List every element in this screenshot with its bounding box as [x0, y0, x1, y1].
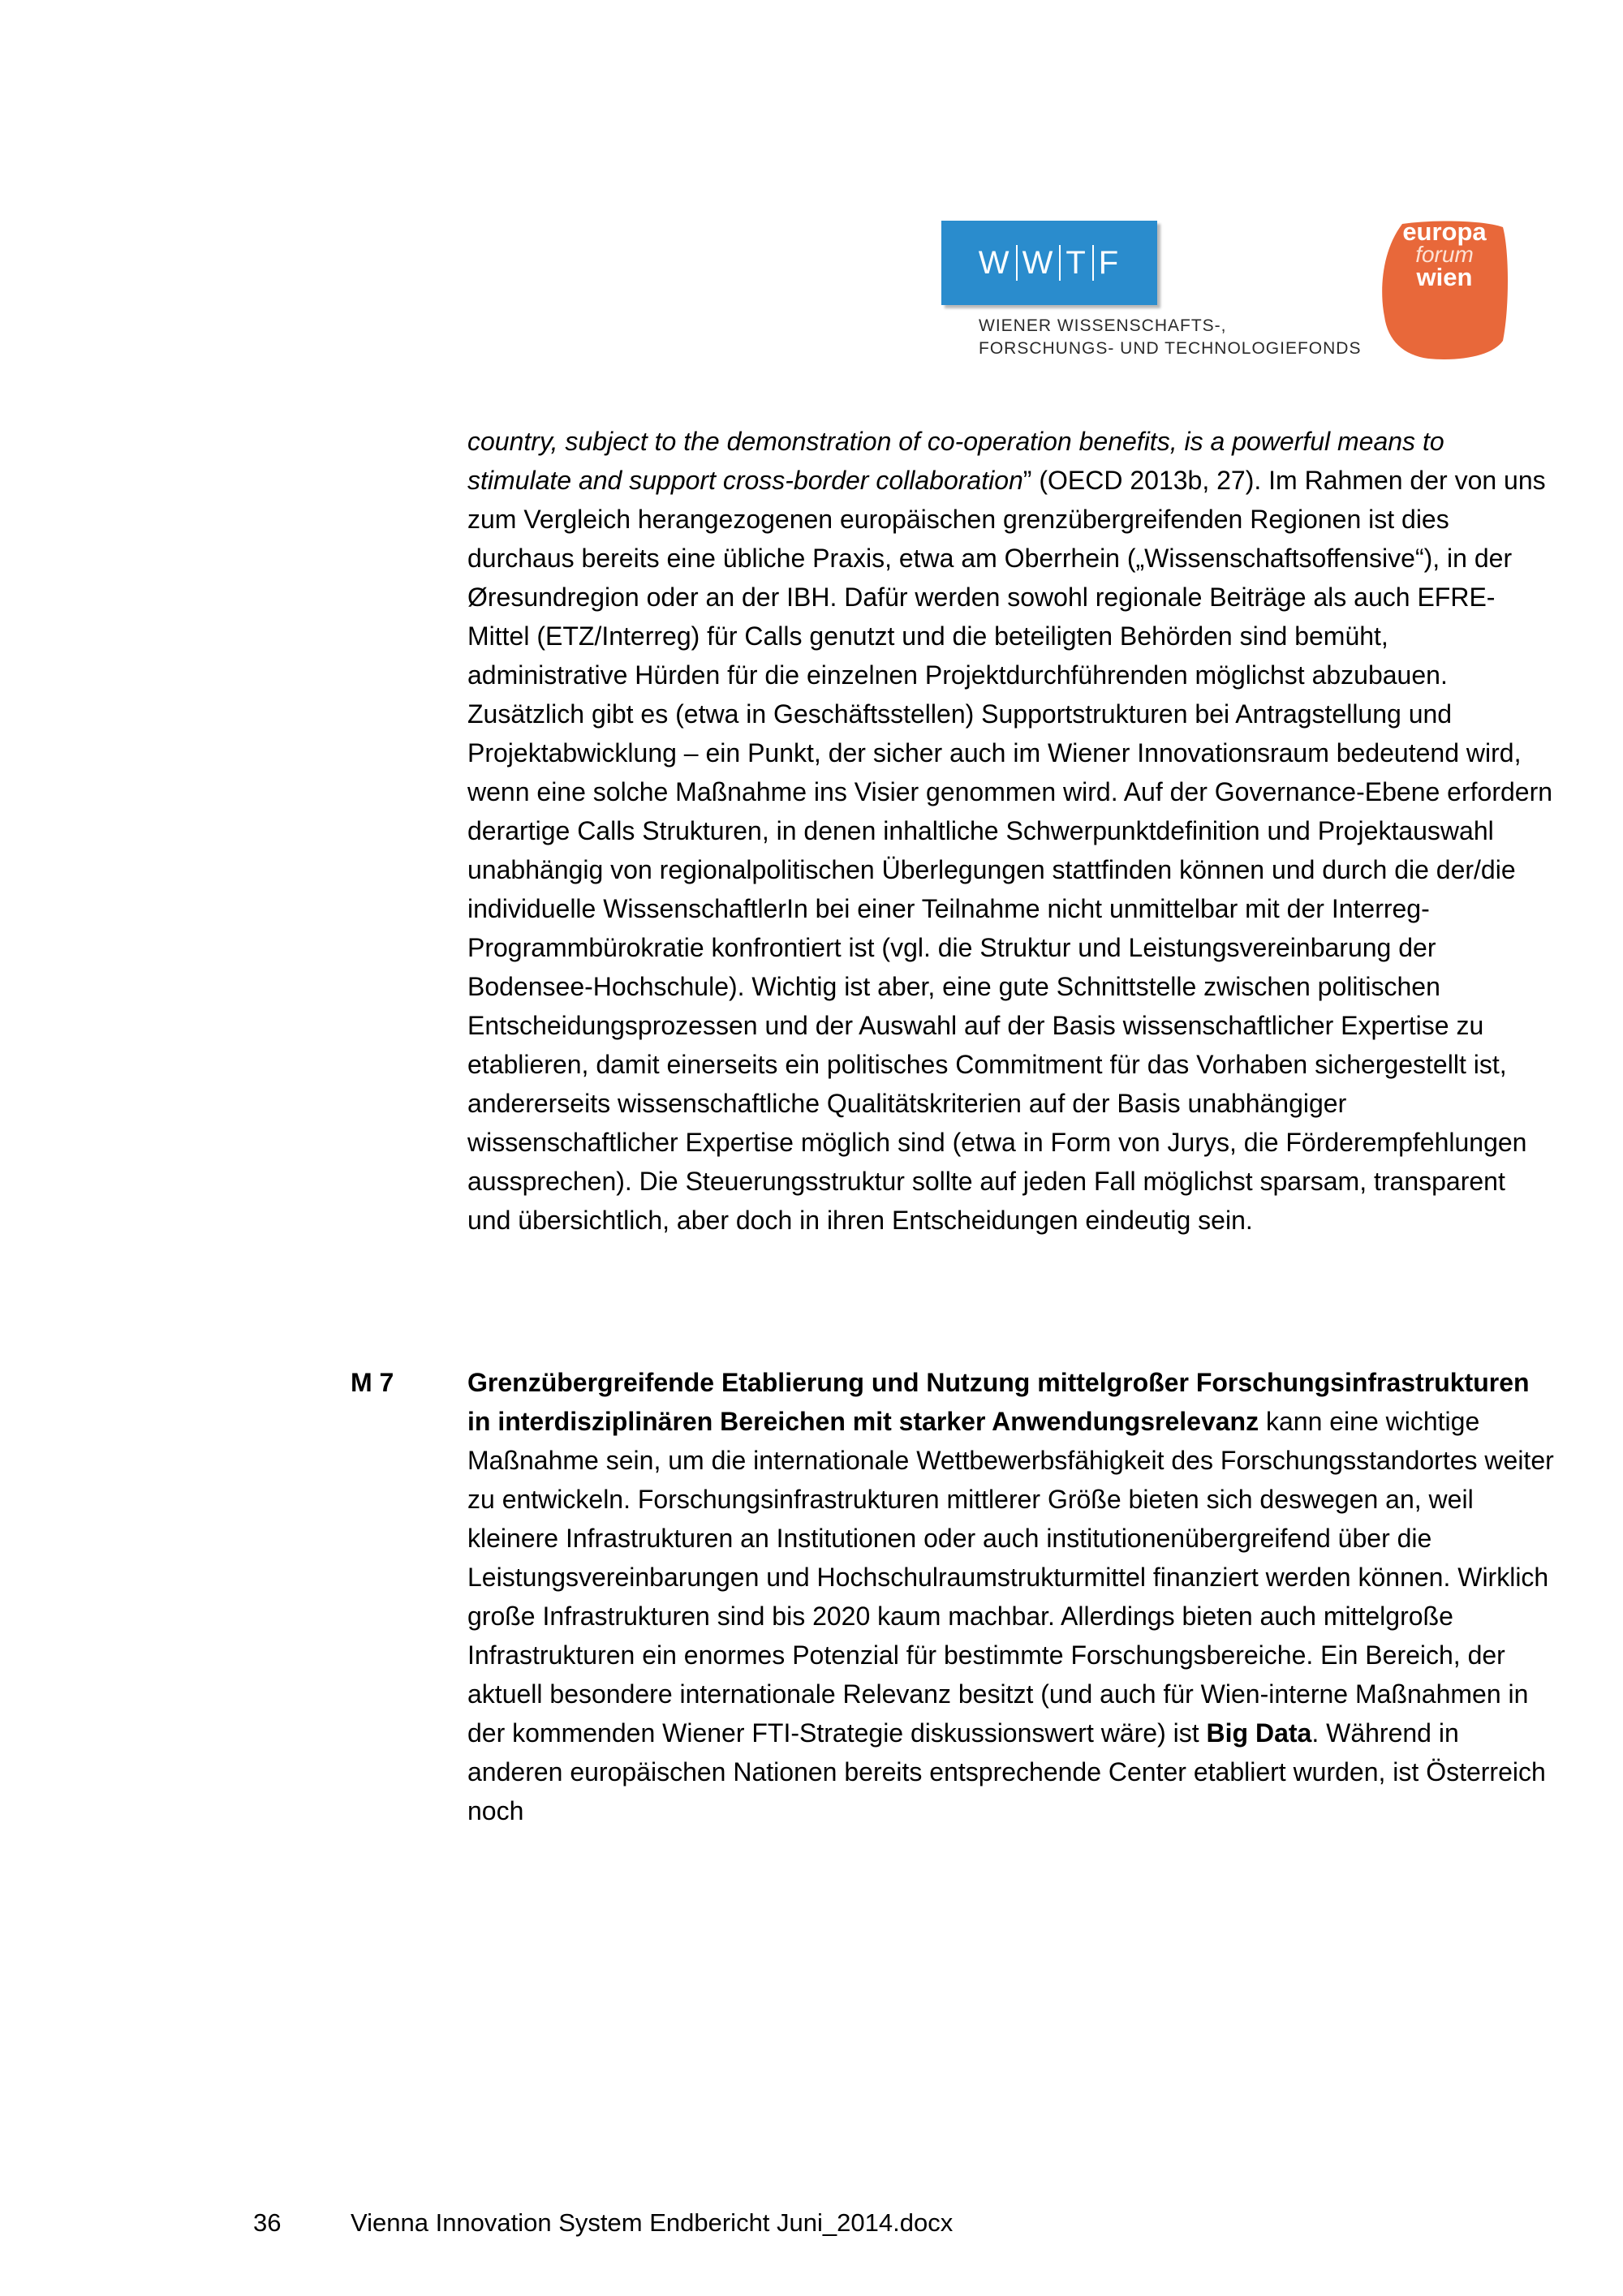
paragraph-text: kann eine wichtige Maßnahme sein, um die internationale Wettbewerbsfähigkeit des Forschungsstandortes weiter zu entwickeln. Forschungsinfrastrukturen mittlerer Größe bieten sich deswegen an, weil kleinere Infrastrukturen an Institutionen oder auch institutionenübergreifend über die Leistungsvereinbarungen und Hochschulraumstrukturmittel finanziert werden können. Wirklich große Infrastrukturen sind bis 2020 kaum machbar. Allerdings bieten auch mittelgroße Infrastrukturen ein enormes Potenzial für bestimmte Forschungsbereiche. Ein Bereich, der aktuell besondere internationale Relevanz besitzt (und auch für Wien-interne Maßnahmen in der kommenden Wiener FTI-Strategie diskussionswert wäre) ist	[467, 1407, 1554, 1748]
wwtf-logo-divider	[1059, 245, 1061, 281]
wwtf-logo-divider	[1016, 245, 1018, 281]
wwtf-subtitle-line: FORSCHUNGS- UND TECHNOLOGIEFONDS	[979, 339, 1362, 358]
paragraph-text: . Während in anderen europäischen Nationen bereits entsprechende Center etabliert wurden, ist Österreich noch	[467, 1718, 1546, 1825]
wwtf-logo-divider	[1092, 245, 1094, 281]
wwtf-logo	[941, 221, 1157, 305]
page-header	[0, 0, 1623, 373]
wwtf-logo-letter: T	[1065, 244, 1087, 281]
wwtf-logo-letter: W	[1022, 244, 1055, 281]
wwtf-logo-subtitle	[979, 315, 1361, 360]
logo-text-europa: europa	[1402, 217, 1487, 246]
wwtf-logo-letter: W	[978, 244, 1011, 281]
paragraph-text: ” (OECD 2013b, 27). Im Rahmen der von uns zum Vergleich herangezogenen europäischen grenzübergreifenden Regionen ist dies durchaus bereits eine übliche Praxis, etwa am Oberrhein („Wissenschaftsoffensive“), in der Øresundregion oder an der IBH. Dafür werden sowohl regionale Beiträge als auch EFRE-Mittel (ETZ/Interreg) für Calls genutzt und die beteiligten Behörden sind bemüht, administrative Hürden für die einzelnen Projektdurchführenden möglichst abzubauen. Zusätzlich gibt es (etwa in Geschäftsstellen) Supportstrukturen bei Antragstellung und Projektabwicklung – ein Punkt, der sicher auch im Wiener Innovationsraum bedeutend wird, wenn eine solche Maßnahme ins Visier genommen wird. Auf der Governance-Ebene erfordern derartige Calls Strukturen, in denen inhaltliche Schwerpunktdefinition und Projektauswahl unabhängig von regionalpolitischen Überlegungen stattfinden können und durch die der/die individuelle WissenschaftlerIn bei einer Teilnahme nicht unmittelbar mit der Interreg-Programmbürokratie konfrontiert ist (vgl. die Struktur und Leistungsvereinbarung der Bodensee-Hochschule). Wichtig ist aber, eine gute Schnittstelle zwischen politischen Entscheidungsprozessen und der Auswahl auf der Basis wissenschaftlicher Expertise zu etablieren, damit einerseits ein politisches Commitment für das Vorhaben sichergestellt ist, andererseits wissenschaftliche Qualitätskriterien auf der Basis unabhängiger wissenschaftlicher Expertise möglich sind (etwa in Form von Jurys, die Förderempfehlungen aussprechen). Die Steuerungsstruktur sollte auf jeden Fall möglichst sparsam, transparent und übersichtlich, aber doch in ihren Entscheidungen eindeutig sein.	[467, 466, 1553, 1235]
logo-text-wien: wien	[1416, 263, 1473, 291]
logo-text-forum: forum	[1415, 242, 1474, 267]
document-name: Vienna Innovation System Endbericht Juni_2014.docx	[351, 2208, 954, 2237]
wwtf-logo-letter: F	[1098, 244, 1121, 281]
page-number: 36	[253, 2208, 282, 2237]
oecd-quote-text: country, subject to the demonstration of co-operation benefits, is a powerful means to stimulate and support cross-border collaboration	[467, 427, 1444, 495]
bold-term-big-data: Big Data	[1206, 1718, 1312, 1748]
europa-forum-wien-logo-text	[1380, 217, 1509, 291]
measure-title: Grenzübergreifende Etablierung und Nutzung mittelgroßer Forschungsinfrastrukturen in interdisziplinären Bereichen mit starker Anwendungsrelevanz	[467, 1368, 1530, 1436]
measure-label: M 7	[351, 1368, 394, 1397]
wwtf-subtitle-line: WIENER WISSENSCHAFTS-,	[979, 316, 1227, 335]
paragraph-oecd-quote	[467, 422, 1555, 1240]
paragraph-measure-m7	[467, 1363, 1555, 1830]
